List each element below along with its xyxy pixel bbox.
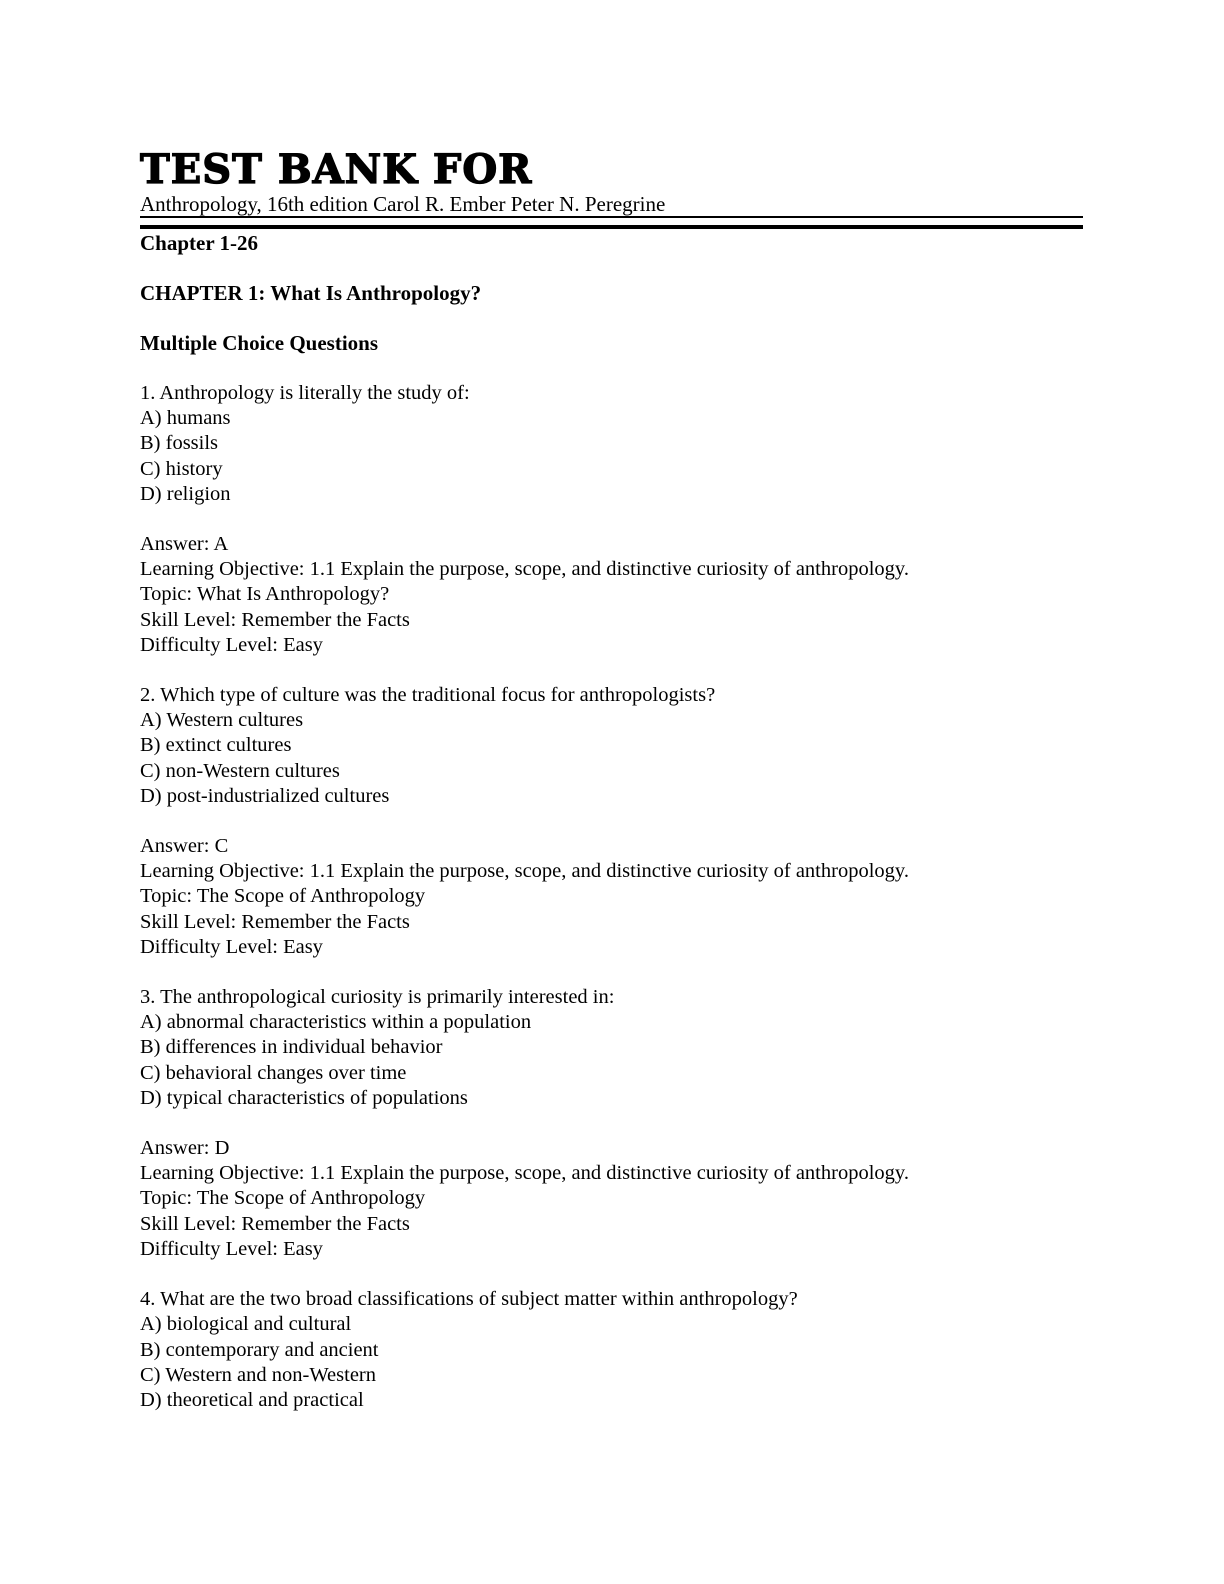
skill-level-line: Skill Level: Remember the Facts xyxy=(140,1212,410,1235)
skill-level-line: Skill Level: Remember the Facts xyxy=(140,608,410,631)
difficulty-level-line: Difficulty Level: Easy xyxy=(140,935,323,958)
answer-block-1 xyxy=(140,532,1083,658)
learning-objective-line: Learning Objective: 1.1 Explain the purpose, scope, and distinctive curiosity of anthropology. xyxy=(140,860,909,883)
chapter-heading: CHAPTER 1: What Is Anthropology? xyxy=(140,281,482,305)
question-option-d: D) post-industrialized cultures xyxy=(140,784,390,807)
answer-line: Answer: C xyxy=(140,835,229,858)
difficulty-level-line: Difficulty Level: Easy xyxy=(140,1237,323,1260)
question-option-b: B) differences in individual behavior xyxy=(140,1036,443,1059)
question-block-3 xyxy=(140,985,1083,1111)
question-option-c: C) Western and non-Western xyxy=(140,1363,376,1386)
chapter-range: Chapter 1-26 xyxy=(140,231,259,255)
question-option-a: A) humans xyxy=(140,407,231,430)
question-option-d: D) theoretical and practical xyxy=(140,1388,364,1411)
question-option-c: C) history xyxy=(140,457,223,480)
answer-line: Answer: A xyxy=(140,533,229,556)
question-option-a: A) abnormal characteristics within a population xyxy=(140,1011,532,1034)
question-prompt: 2. Which type of culture was the traditional focus for anthropologists? xyxy=(140,684,716,707)
document-title: TEST BANK FOR xyxy=(140,146,533,193)
question-option-a: A) biological and cultural xyxy=(140,1313,352,1336)
topic-line: Topic: The Scope of Anthropology xyxy=(140,1187,426,1210)
difficulty-level-line: Difficulty Level: Easy xyxy=(140,633,323,656)
question-option-b: B) contemporary and ancient xyxy=(140,1338,379,1361)
question-prompt: 3. The anthropological curiosity is primarily interested in: xyxy=(140,986,615,1009)
answer-line: Answer: D xyxy=(140,1137,230,1160)
answer-block-3 xyxy=(140,1136,1083,1262)
section-heading: Multiple Choice Questions xyxy=(140,331,379,355)
question-option-c: C) non-Western cultures xyxy=(140,759,340,782)
document-subtitle: Anthropology, 16th edition Carol R. Ember Peter N. Peregrine xyxy=(140,193,1083,218)
question-option-a: A) Western cultures xyxy=(140,709,304,732)
question-option-c: C) behavioral changes over time xyxy=(140,1061,407,1084)
question-block-1 xyxy=(140,381,1083,507)
question-prompt: 1. Anthropology is literally the study of: xyxy=(140,382,470,404)
skill-level-line: Skill Level: Remember the Facts xyxy=(140,910,410,933)
answer-block-2 xyxy=(140,834,1083,960)
question-option-d: D) religion xyxy=(140,482,231,505)
topic-line: Topic: The Scope of Anthropology xyxy=(140,885,426,908)
learning-objective-line: Learning Objective: 1.1 Explain the purpose, scope, and distinctive curiosity of anthropology. xyxy=(140,1162,909,1185)
question-option-b: B) fossils xyxy=(140,432,219,455)
header-divider xyxy=(140,225,1083,229)
question-option-d: D) typical characteristics of populations xyxy=(140,1086,468,1109)
learning-objective-line: Learning Objective: 1.1 Explain the purpose, scope, and distinctive curiosity of anthropology. xyxy=(140,558,909,581)
document-header xyxy=(140,146,1083,256)
question-block-2 xyxy=(140,683,1083,809)
question-block-4 xyxy=(140,1287,1083,1413)
question-option-b: B) extinct cultures xyxy=(140,734,292,757)
topic-line: Topic: What Is Anthropology? xyxy=(140,583,390,606)
question-prompt: 4. What are the two broad classifications of subject matter within anthropology? xyxy=(140,1288,798,1311)
